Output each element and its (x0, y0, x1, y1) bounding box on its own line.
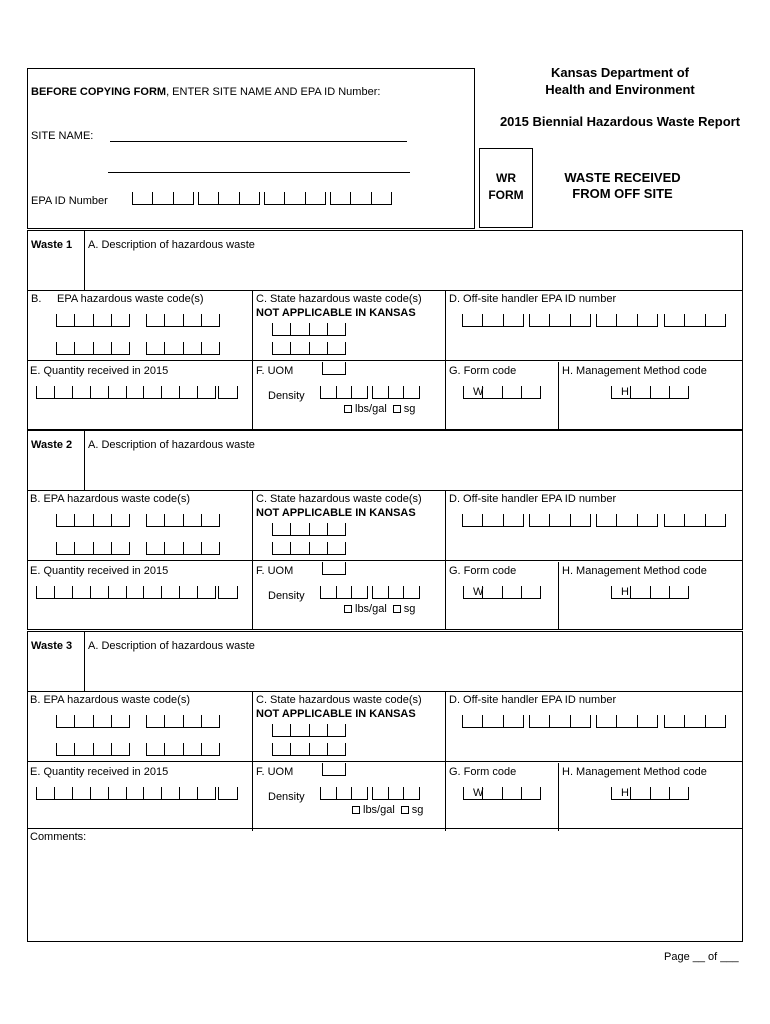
wr-form-code: WR FORM (488, 171, 524, 202)
description-input[interactable] (86, 254, 736, 286)
quantity-input[interactable] (36, 386, 216, 399)
not-applicable-note: NOT APPLICABLE IN KANSAS (256, 307, 416, 319)
epa-code-input[interactable] (56, 715, 130, 728)
density-decimal-input[interactable] (372, 787, 420, 800)
waste-label: Waste 2 (31, 439, 73, 451)
lbs-gal-checkbox[interactable] (352, 806, 360, 814)
sg-label: sg (403, 603, 416, 615)
density-unit-options (344, 603, 415, 616)
epa-id-input[interactable] (330, 192, 392, 205)
divider (558, 562, 559, 630)
density-label: Density (268, 791, 305, 803)
waste-label: Waste 1 (31, 239, 73, 251)
state-codes-label: C. State hazardous waste code(s) (256, 293, 422, 305)
state-codes-label: C. State hazardous waste code(s) (256, 493, 422, 505)
sg-checkbox[interactable] (393, 405, 401, 413)
management-method-label: H. Management Method code (562, 766, 707, 778)
divider (27, 560, 743, 561)
epa-code-input[interactable] (56, 342, 130, 355)
density-input[interactable] (320, 386, 368, 399)
handler-epa-id-input[interactable] (462, 314, 524, 327)
density-decimal-input[interactable] (372, 386, 420, 399)
state-code-input[interactable] (272, 542, 346, 555)
epa-code-input[interactable] (146, 542, 220, 555)
divider (558, 362, 559, 430)
handler-epa-id-input[interactable] (529, 514, 591, 527)
epa-code-input[interactable] (56, 514, 130, 527)
divider (27, 360, 743, 361)
divider (84, 230, 85, 290)
report-title: 2015 Biennial Hazardous Waste Report (499, 114, 741, 129)
sg-label: sg (403, 403, 416, 415)
state-code-input[interactable] (272, 323, 346, 336)
site-name-input-line-1[interactable] (110, 141, 407, 142)
density-decimal-input[interactable] (372, 586, 420, 599)
quantity-label: E. Quantity received in 2015 (30, 565, 169, 577)
uom-label: F. UOM (256, 565, 294, 577)
state-code-input[interactable] (272, 523, 346, 536)
management-method-prefix: H (621, 586, 629, 598)
comments-box[interactable] (27, 828, 743, 942)
form-code-label: G. Form code (449, 365, 517, 377)
handler-epa-id-input[interactable] (596, 514, 658, 527)
handler-epa-id-input[interactable] (664, 715, 726, 728)
epa-id-input[interactable] (198, 192, 260, 205)
form-title: WASTE RECEIVED FROM OFF SITE (564, 170, 681, 201)
lbs-gal-label: lbs/gal (363, 804, 395, 816)
handler-label: D. Off-site handler EPA ID number (449, 493, 617, 505)
management-method-label: H. Management Method code (562, 565, 707, 577)
state-code-input[interactable] (272, 724, 346, 737)
handler-label: D. Off-site handler EPA ID number (449, 293, 617, 305)
density-label: Density (268, 590, 305, 602)
form-code-prefix: W (473, 787, 484, 799)
epa-codes-prefix: B. (31, 293, 42, 305)
lbs-gal-checkbox[interactable] (344, 405, 352, 413)
handler-epa-id-input[interactable] (529, 715, 591, 728)
management-method-prefix: H (621, 386, 629, 398)
department-name: Kansas Department of Health and Environment (545, 65, 695, 97)
divider (27, 490, 743, 491)
quantity-input[interactable] (36, 787, 216, 800)
waste-label: Waste 3 (31, 640, 73, 652)
handler-epa-id-input[interactable] (462, 715, 524, 728)
uom-input[interactable] (322, 562, 346, 575)
epa-code-input[interactable] (56, 743, 130, 756)
lbs-gal-label: lbs/gal (355, 403, 387, 415)
state-codes-label: C. State hazardous waste code(s) (256, 694, 422, 706)
uom-input[interactable] (322, 763, 346, 776)
sg-label: sg (411, 804, 424, 816)
not-applicable-note: NOT APPLICABLE IN KANSAS (256, 507, 416, 519)
description-label: A. Description of hazardous waste (88, 239, 255, 251)
site-name-label: SITE NAME: (31, 130, 94, 142)
epa-id-label: EPA ID Number (31, 195, 108, 207)
comments-label: Comments: (30, 831, 87, 843)
description-label: A. Description of hazardous waste (88, 439, 255, 451)
handler-epa-id-input[interactable] (664, 514, 726, 527)
site-name-input-line-2[interactable] (108, 172, 410, 173)
epa-code-input[interactable] (146, 743, 220, 756)
page-number: Page __ of ___ (664, 951, 739, 963)
description-input[interactable] (86, 454, 736, 486)
state-code-input[interactable] (272, 743, 346, 756)
sg-checkbox[interactable] (401, 806, 409, 814)
epa-codes-label: B. EPA hazardous waste code(s) (30, 493, 190, 505)
divider (27, 761, 743, 762)
form-code-label: G. Form code (449, 766, 517, 778)
quantity-decimal-input[interactable] (218, 586, 238, 599)
divider (84, 631, 85, 691)
epa-id-input[interactable] (264, 192, 326, 205)
not-applicable-note: NOT APPLICABLE IN KANSAS (256, 708, 416, 720)
uom-input[interactable] (322, 362, 346, 375)
epa-code-input[interactable] (146, 715, 220, 728)
divider (84, 430, 85, 490)
density-label: Density (268, 390, 305, 402)
density-unit-options (352, 804, 423, 817)
handler-epa-id-input[interactable] (596, 314, 658, 327)
epa-code-input[interactable] (56, 542, 130, 555)
description-label: A. Description of hazardous waste (88, 640, 255, 652)
epa-codes-label: EPA hazardous waste code(s) (57, 293, 204, 305)
density-unit-options (344, 403, 415, 416)
density-input[interactable] (320, 586, 368, 599)
handler-epa-id-input[interactable] (664, 314, 726, 327)
description-input[interactable] (86, 655, 736, 687)
epa-code-input[interactable] (146, 342, 220, 355)
sg-checkbox[interactable] (393, 605, 401, 613)
divider (27, 290, 743, 291)
handler-epa-id-input[interactable] (596, 715, 658, 728)
form-code-label: G. Form code (449, 565, 517, 577)
form-code-prefix: W (473, 386, 484, 398)
quantity-decimal-input[interactable] (218, 787, 238, 800)
handler-epa-id-input[interactable] (529, 314, 591, 327)
handler-label: D. Off-site handler EPA ID number (449, 694, 617, 706)
state-code-input[interactable] (272, 342, 346, 355)
epa-codes-label: B. EPA hazardous waste code(s) (30, 694, 190, 706)
epa-code-input[interactable] (146, 514, 220, 527)
quantity-label: E. Quantity received in 2015 (30, 365, 169, 377)
lbs-gal-label: lbs/gal (355, 603, 387, 615)
divider (27, 691, 743, 692)
density-input[interactable] (320, 787, 368, 800)
epa-id-input[interactable] (132, 192, 194, 205)
divider (558, 763, 559, 831)
quantity-label: E. Quantity received in 2015 (30, 766, 169, 778)
lbs-gal-checkbox[interactable] (344, 605, 352, 613)
form-code-prefix: W (473, 586, 484, 598)
uom-label: F. UOM (256, 365, 294, 377)
quantity-decimal-input[interactable] (218, 386, 238, 399)
before-copying-instruction: BEFORE COPYING FORM, ENTER SITE NAME AND EPA ID Number: (31, 86, 381, 98)
handler-epa-id-input[interactable] (462, 514, 524, 527)
epa-code-input[interactable] (146, 314, 220, 327)
management-method-label: H. Management Method code (562, 365, 707, 377)
uom-label: F. UOM (256, 766, 294, 778)
quantity-input[interactable] (36, 586, 216, 599)
management-method-prefix: H (621, 787, 629, 799)
epa-code-input[interactable] (56, 314, 130, 327)
